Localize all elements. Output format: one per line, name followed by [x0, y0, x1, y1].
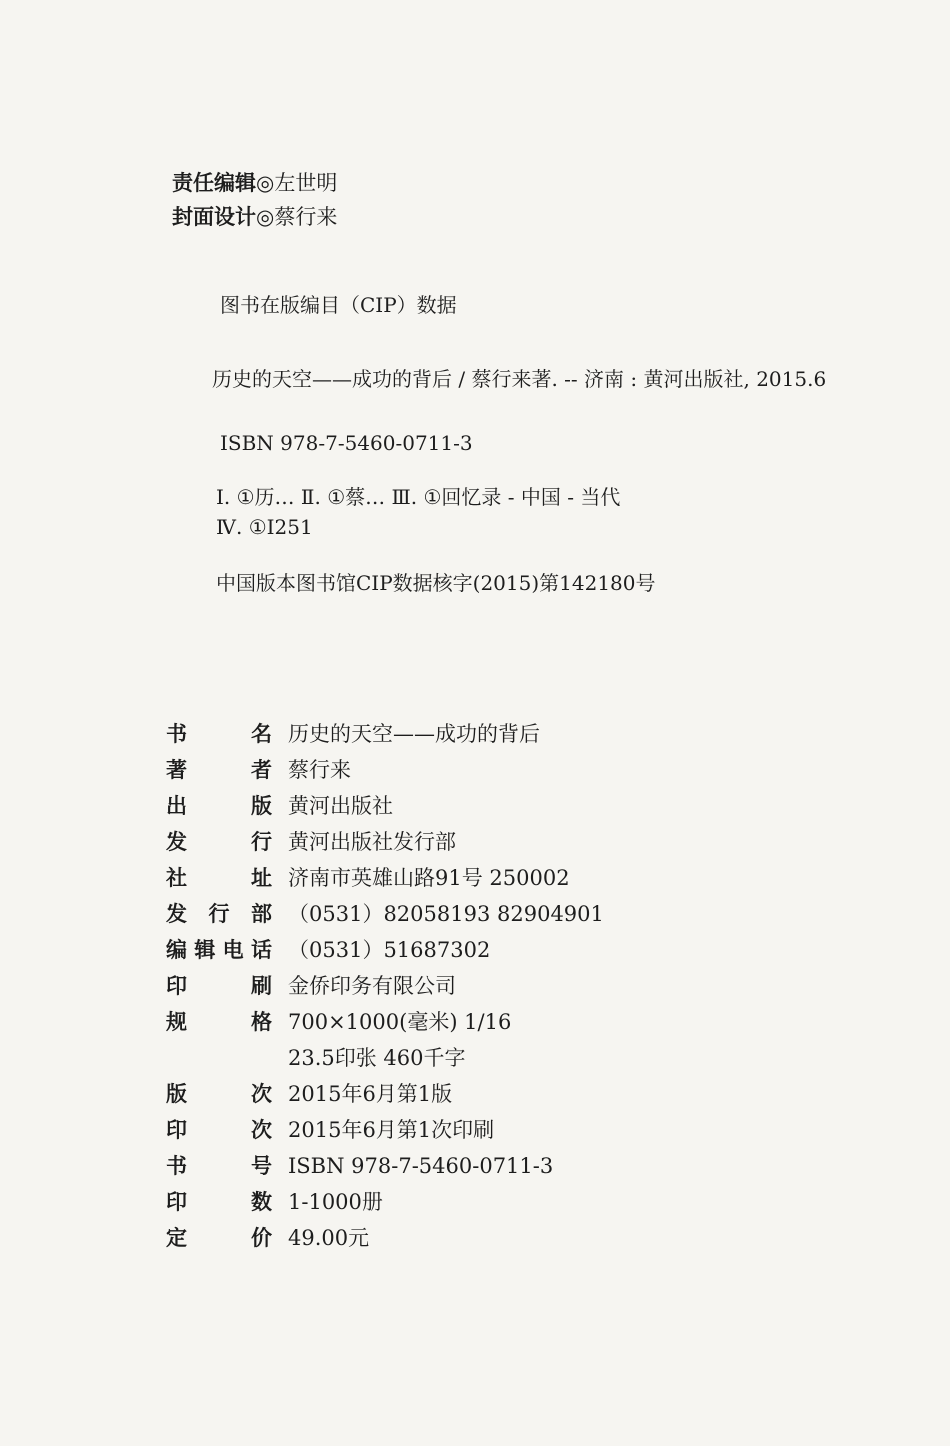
info-label-char: 号 — [251, 1154, 272, 1178]
info-label — [166, 790, 272, 820]
info-label — [166, 1150, 272, 1180]
info-label-char: 印 — [166, 974, 187, 998]
info-label — [166, 1186, 272, 1216]
info-label-char: 社 — [166, 866, 187, 890]
info-row — [166, 970, 786, 1006]
info-label-char: 数 — [251, 1190, 272, 1214]
info-label-char: 行 — [251, 830, 272, 854]
cip-classification-line2: Ⅳ. ①I251 — [216, 515, 313, 539]
info-label-char: 话 — [250, 938, 272, 962]
cip-classification — [216, 482, 832, 542]
cover-designer — [172, 200, 337, 234]
info-label — [166, 718, 272, 748]
info-label-char: 格 — [251, 1010, 272, 1034]
info-label-char: 印 — [166, 1190, 187, 1214]
cip-isbn: ISBN 978-7-5460-0711-3 — [220, 431, 473, 455]
info-value: 49.00元 — [288, 1226, 370, 1250]
info-label-char: 次 — [251, 1082, 272, 1106]
info-row — [166, 1006, 786, 1042]
info-row — [166, 1078, 786, 1114]
info-label-char: 版 — [251, 794, 272, 818]
publication-info-table — [166, 718, 786, 1258]
cover-designer-value: ◎蔡行来 — [256, 205, 338, 229]
info-row — [166, 934, 786, 970]
info-label-char: 辑 — [194, 938, 216, 962]
info-label — [166, 862, 272, 892]
info-row — [166, 1150, 786, 1186]
info-label — [166, 1006, 272, 1036]
responsible-editor — [172, 166, 337, 200]
info-label-char: 价 — [251, 1226, 272, 1250]
info-value: 历史的天空——成功的背后 — [288, 722, 540, 746]
info-label-char: 版 — [166, 1082, 187, 1106]
info-row — [166, 1042, 786, 1078]
cip-heading: 图书在版编目（CIP）数据 — [220, 293, 457, 317]
info-label — [166, 898, 272, 928]
info-row — [166, 718, 786, 754]
info-label-char: 著 — [166, 758, 187, 782]
info-label — [166, 934, 272, 964]
info-value: 23.5印张 460千字 — [288, 1046, 466, 1070]
info-label — [166, 826, 272, 856]
info-label-char: 发 — [166, 830, 187, 854]
info-label-char: 印 — [166, 1118, 187, 1142]
info-value: 济南市英雄山路91号 250002 — [288, 866, 570, 890]
info-value: 700×1000(毫米) 1/16 — [288, 1010, 512, 1034]
info-value: 黄河出版社 — [288, 794, 393, 818]
cip-number: 中国版本图书馆CIP数据核字(2015)第142180号 — [216, 571, 656, 595]
cip-data-block — [172, 288, 832, 600]
info-value: （0531）82058193 82904901 — [288, 902, 604, 926]
editor-credits — [172, 166, 337, 234]
info-label — [166, 1078, 272, 1108]
info-row — [166, 1186, 786, 1222]
info-label — [166, 1222, 272, 1252]
info-label-char: 书 — [166, 722, 187, 746]
info-value: 1-1000册 — [288, 1190, 383, 1214]
info-row — [166, 826, 786, 862]
info-row — [166, 862, 786, 898]
info-label-char: 编 — [166, 938, 187, 962]
cip-classification-line1: Ⅰ. ①历… Ⅱ. ①蔡… Ⅲ. ①回忆录 - 中国 - 当代 — [216, 485, 621, 509]
info-label — [166, 1114, 272, 1144]
info-label-char: 名 — [251, 722, 272, 746]
info-label-char: 规 — [166, 1010, 187, 1034]
info-row — [166, 790, 786, 826]
info-label-char: 发 — [166, 902, 187, 926]
cip-entry: 历史的天空——成功的背后 / 蔡行来著. -- 济南 : 黄河出版社, 2015.6 — [212, 367, 827, 391]
info-label-char: 部 — [251, 902, 272, 926]
info-label-char: 出 — [166, 794, 187, 818]
info-value: ISBN 978-7-5460-0711-3 — [288, 1154, 554, 1178]
responsible-editor-value: ◎左世明 — [256, 171, 338, 195]
info-label-char: 次 — [251, 1118, 272, 1142]
info-value: 金侨印务有限公司 — [288, 974, 456, 998]
info-label-char: 址 — [251, 866, 272, 890]
info-label-char: 者 — [251, 758, 272, 782]
info-label-char: 刷 — [251, 974, 272, 998]
info-value: 2015年6月第1版 — [288, 1082, 453, 1106]
info-label-char: 行 — [208, 902, 230, 926]
info-row — [166, 898, 786, 934]
info-label-char: 电 — [222, 938, 244, 962]
info-row — [166, 754, 786, 790]
info-label-char: 定 — [166, 1226, 187, 1250]
info-row — [166, 1114, 786, 1150]
info-value: （0531）51687302 — [288, 938, 491, 962]
info-value: 黄河出版社发行部 — [288, 830, 456, 854]
info-label-char: 书 — [166, 1154, 187, 1178]
info-label — [166, 970, 272, 1000]
info-value: 2015年6月第1次印刷 — [288, 1118, 495, 1142]
cover-designer-label: 封面设计 — [172, 205, 256, 229]
info-value: 蔡行来 — [288, 758, 351, 782]
info-row — [166, 1222, 786, 1258]
responsible-editor-label: 责任编辑 — [172, 171, 256, 195]
info-label — [166, 754, 272, 784]
